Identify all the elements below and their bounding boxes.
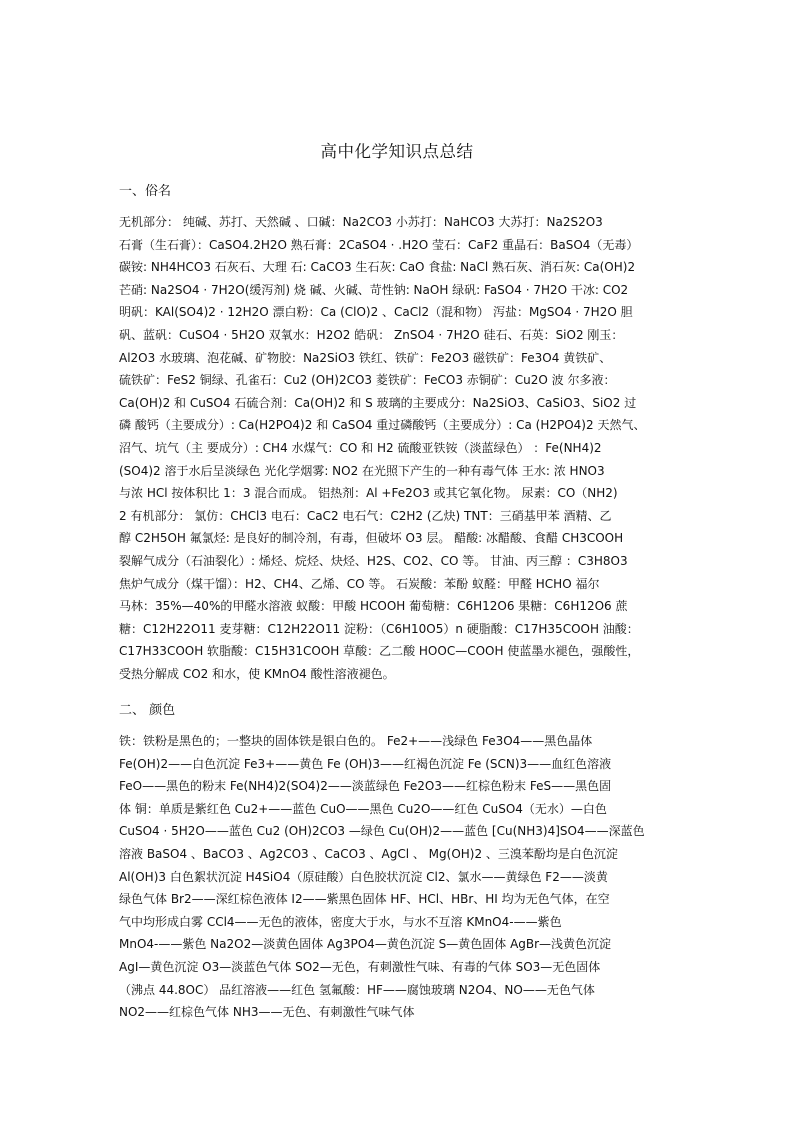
text-line: C17H33COOH 软脂酸：C15H31COOH 草酸：乙二酸 HOOC—COOH 使蓝墨水褪色，强酸性， (119, 644, 640, 659)
text-line: (SO4)2 溶于水后呈淡绿色 光化学烟雾: NO2 在光照下产生的一种有毒气体 王水: 浓 HNO3 (119, 463, 605, 478)
section-heading-colors: 二、 颜色 (119, 703, 176, 718)
text-line: 糖：C12H22O11 麦芽糖：C12H22O11 淀粉：（C6H10O5）n 硬脂酸：C17H35COOH 油酸： (119, 621, 639, 636)
text-line: 溶液 BaSO4 、BaCO3 、Ag2CO3 、CaCO3 、AgCl 、 Mg(OH)2 、三溴苯酚均是白色沉淀 (119, 846, 618, 861)
text-line: 硫铁矿：FeS2 铜绿、孔雀石：Cu2 (OH)2CO3 菱铁矿：FeCO3 赤铜矿：Cu2O 波 尔多液： (119, 373, 616, 388)
section-body-common-names (119, 211, 679, 685)
text-line: NO2——红棕色气体 NH3——无色、有刺激性气味气体 (119, 1005, 415, 1020)
text-line: 与浓 HCl 按体积比 1：3 混合而成。 铝热剂：Al +Fe2O3 或其它氧化物。 尿素：CO（NH2) (119, 486, 618, 501)
text-line: 矾、蓝矾：CuSO4 · 5H2O 双氧水：H2O2 皓矾： ZnSO4 · 7H2O 硅石、石英：SiO2 刚玉： (119, 327, 624, 342)
text-line: 裂解气成分（石油裂化）: 烯烃、烷烃、炔烃、H2S、CO2、CO 等。 甘油、丙三醇 ：C3H8O3 (119, 553, 628, 568)
text-line: CuSO4 · 5H2O——蓝色 Cu2 (OH)2CO3 —绿色 Cu(OH)2——蓝色 [Cu(NH3)4]SO4——深蓝色 (119, 824, 645, 839)
text-line: MnO4-——紫色 Na2O2—淡黄色固体 Ag3PO4—黄色沉淀 S—黄色固体 AgBr—浅黄色沉淀 (119, 937, 612, 952)
text-line: 2 有机部分： 氯仿：CHCl3 电石：CaC2 电石气：C2H2 (乙炔) TNT：三硝基甲苯 酒精、乙 (119, 508, 612, 523)
text-line: （沸点 44.8OC） 品红溶液——红色 氢氟酸：HF——腐蚀玻璃 N2O4、NO——无色气体 (119, 982, 595, 997)
text-line: 体 铜：单质是紫红色 Cu2+——蓝色 CuO——黑色 Cu2O——红色 CuSO4（无水）—白色 (119, 801, 607, 816)
text-line: 明矾：KAl(SO4)2 · 12H2O 漂白粉：Ca (ClO)2 、CaCl2（混和物） 泻盐：MgSO4 · 7H2O 胆 (119, 305, 633, 320)
text-line: 石膏（生石膏）：CaSO4.2H2O 熟石膏：2CaSO4 · .H2O 莹石：CaF2 重晶石：BaSO4（无毒） (119, 237, 639, 252)
text-line: 铁：铁粉是黑色的；一整块的固体铁是银白色的。 Fe2+——浅绿色 Fe3O4——黑色晶体 (119, 734, 593, 748)
section-body-colors (119, 730, 679, 1024)
text-line: 气中均形成白雾 CCl4——无色的液体，密度大于水，与水不互溶 KMnO4-——紫色 (119, 914, 562, 929)
text-line: Al2O3 水玻璃、泡花碱、矿物胶：Na2SiO3 铁红、铁矿：Fe2O3 磁铁矿：Fe3O4 黄铁矿、 (119, 350, 612, 365)
text-line: 醇 C2H5OH 氟氯烃: 是良好的制冷剂，有毒，但破坏 O3 层。 醋酸: 冰醋酸、食醋 CH3COOH (119, 531, 624, 546)
text-line: 绿色气体 Br2——深红棕色液体 I2——紫黑色固体 HF、HCl、HBr、HI 均为无色气体，在空 (119, 892, 610, 907)
text-line: 沼气、坑气（主 要成分）: CH4 水煤气：CO 和 H2 硫酸亚铁铵（淡蓝绿色） ：Fe(NH4)2 (119, 440, 602, 455)
text-line: 受热分解成 CO2 和水，使 KMnO4 酸性溶液褪色。 (119, 666, 395, 681)
text-line: Al(OH)3 白色絮状沉淀 H4SiO4（原硅酸）白色胶状沉淀 Cl2、氯水——黄绿色 F2——淡黄 (119, 869, 608, 884)
text-line: 马林：35%—40%的甲醛水溶液 蚁酸：甲酸 HCOOH 葡萄糖：C6H12O6 果糖：C6H12O6 蔗 (119, 599, 628, 614)
text-line: 芒硝: Na2SO4 · 7H2O(缓泻剂) 烧 碱、火碱、苛性钠: NaOH 绿矾: FaSO4 · 7H2O 干冰: CO2 (119, 282, 629, 297)
text-line: AgI—黄色沉淀 O3—淡蓝色气体 SO2—无色，有刺激性气味、有毒的气体 SO3—无色固体 (119, 959, 601, 974)
text-line: FeO——黑色的粉末 Fe(NH4)2(SO4)2——淡蓝绿色 Fe2O3——红棕色粉末 FeS——黑色固 (119, 779, 612, 794)
text-line: Fe(OH)2——白色沉淀 Fe3+——黄色 Fe (OH)3——红褐色沉淀 Fe (SCN)3——血红色溶液 (119, 756, 612, 771)
text-line: 碳铵: NH4HCO3 石灰石、大理 石: CaCO3 生石灰: CaO 食盐: NaCl 熟石灰、消石灰: Ca(OH)2 (119, 260, 636, 275)
document-title: 高中化学知识点总结 (320, 142, 474, 161)
text-line: 磷 酸钙（主要成分）: Ca(H2PO4)2 和 CaSO4 重过磷酸钙（主要成分）: Ca (H2PO4)2 天然气、 (119, 418, 646, 433)
text-line: Ca(OH)2 和 CuSO4 石硫合剂：Ca(OH)2 和 S 玻璃的主要成分：Na2SiO3、CaSiO3、SiO2 过 (119, 395, 637, 410)
section-heading-common-names: 一、俗名 (119, 184, 172, 199)
text-line: 无机部分： 纯碱、苏打、天然碱 、口碱：Na2CO3 小苏打：NaHCO3 大苏打：Na2S2O3 (119, 215, 603, 229)
text-line: 焦炉气成分（煤干馏）：H2、CH4、乙烯、CO 等。 石炭酸：苯酚 蚁醛：甲醛 HCHO 福尔 (119, 576, 600, 591)
